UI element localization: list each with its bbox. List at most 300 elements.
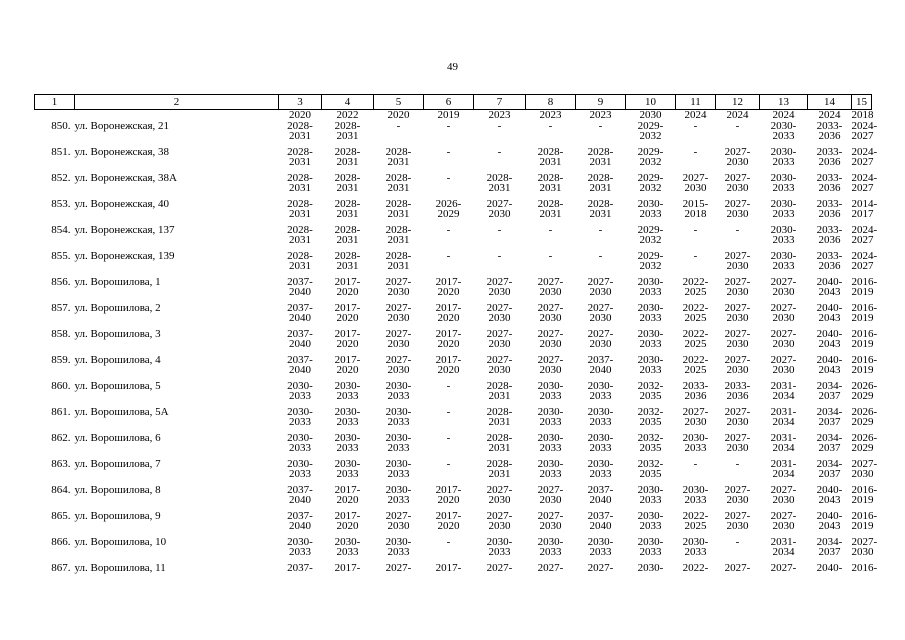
period-start: 2032-	[637, 406, 664, 418]
period-end: 2034	[772, 546, 795, 558]
period-start: 2030-	[334, 458, 361, 470]
period-cell	[760, 147, 808, 173]
period-start: 2022-	[682, 510, 709, 522]
period-end: 2033	[289, 546, 311, 558]
period-end: 2033	[387, 442, 410, 454]
continuation-cell: 2024	[726, 109, 749, 121]
period-start: -	[693, 146, 698, 158]
period-end: 2030	[488, 364, 511, 376]
period-cell	[322, 381, 374, 407]
period-cell	[626, 459, 676, 485]
period-start: 2027-	[537, 302, 564, 314]
period-cell	[808, 563, 852, 589]
period-cell	[851, 562, 878, 589]
period-start: 2030-	[682, 536, 709, 548]
period-start: 2031-	[770, 406, 797, 418]
period-cell	[676, 303, 716, 329]
period-start: 2040-	[816, 510, 843, 522]
period-cell	[851, 432, 878, 459]
row-number: 867.	[51, 562, 71, 574]
period-cell	[760, 381, 808, 407]
period-cell	[374, 459, 424, 485]
header-cell-9: 9	[576, 95, 626, 110]
period-cell	[279, 511, 322, 537]
period-cell	[676, 407, 716, 433]
period-cell	[760, 537, 808, 563]
period-start: 2037-	[287, 354, 313, 366]
period-cell	[474, 537, 526, 563]
continuation-cell: 2030	[639, 109, 662, 121]
period-end: 2030	[726, 416, 749, 428]
period-cell	[322, 511, 374, 537]
period-start: 2028-	[287, 172, 313, 184]
period-cell	[474, 277, 526, 303]
period-end: 2030	[772, 494, 795, 506]
period-cell	[526, 355, 576, 381]
header-cell-8: 8	[526, 95, 576, 110]
period-start: 2040-	[816, 354, 843, 366]
period-cell	[279, 303, 322, 329]
period-end: 2030	[539, 286, 562, 298]
period-end: 2031	[336, 182, 359, 194]
period-cell	[676, 433, 716, 459]
period-end: 2027	[851, 182, 874, 194]
period-end: 2033	[639, 338, 662, 350]
period-cell	[676, 381, 716, 407]
continuation-cell: 2024	[772, 109, 795, 121]
period-end: 2033	[539, 468, 562, 480]
period-end: 2031	[387, 208, 410, 220]
period-start: 2030-	[637, 276, 664, 288]
period-cell	[424, 173, 474, 199]
period-cell	[279, 563, 322, 589]
period-start: -	[598, 250, 603, 262]
period-cell	[526, 511, 576, 537]
period-start: 2028-	[486, 406, 513, 418]
period-start: 2027-	[770, 276, 797, 288]
header-cell-13: 13	[760, 95, 808, 110]
period-end: 2031	[336, 130, 359, 142]
period-start: 2028-	[287, 224, 313, 236]
period-end: 2035	[639, 442, 662, 454]
period-cell	[576, 459, 626, 485]
period-start: 2030-	[537, 432, 564, 444]
period-end: 2031	[336, 156, 359, 168]
period-start: 2027-	[851, 536, 878, 548]
period-end: 2030	[387, 364, 410, 376]
period-cell	[716, 381, 760, 407]
table-row	[35, 355, 872, 381]
period-end: 2032	[639, 156, 662, 168]
period-start: 2027-	[537, 562, 564, 574]
period-start: 2030-	[287, 380, 313, 392]
period-cell	[626, 121, 676, 147]
period-start: 2037-	[287, 484, 313, 496]
period-start: 2022-	[682, 302, 709, 314]
period-start: 2027-	[587, 328, 614, 340]
period-cell	[374, 433, 424, 459]
period-cell	[424, 303, 474, 329]
address-cell: ул. Ворошилова, 5	[74, 380, 161, 392]
period-end: 2020	[336, 286, 359, 298]
period-cell	[374, 147, 424, 173]
period-cell	[322, 433, 374, 459]
period-start: 2027-	[770, 562, 797, 574]
period-cell	[851, 354, 878, 381]
period-end: 2030	[726, 494, 749, 506]
period-cell	[626, 407, 676, 433]
period-start: 2030-	[682, 484, 709, 496]
period-cell	[760, 277, 808, 303]
period-cell	[424, 563, 474, 589]
period-cell	[279, 537, 322, 563]
period-end: 2033	[639, 364, 662, 376]
period-start: 2027-	[537, 276, 564, 288]
period-cell	[424, 225, 474, 251]
period-end: 2031	[387, 234, 410, 246]
period-start: 2015-	[682, 198, 709, 210]
period-start: 2029-	[637, 224, 664, 236]
period-end: 2030	[726, 364, 749, 376]
period-end: 2043	[818, 520, 841, 532]
period-start: 2027-	[724, 432, 751, 444]
row-number: 850.	[51, 120, 71, 132]
period-cell	[760, 225, 808, 251]
period-end: 2030	[387, 520, 410, 532]
period-end: 2033	[589, 416, 612, 428]
period-cell	[716, 563, 760, 589]
period-start: 2030-	[385, 380, 412, 392]
period-cell	[851, 484, 878, 511]
row-number: 861.	[51, 406, 71, 418]
period-start: -	[497, 146, 502, 158]
continuation-cell: 2023	[589, 109, 612, 121]
period-start: 2027-	[724, 562, 751, 574]
period-cell	[716, 277, 760, 303]
period-cell	[576, 511, 626, 537]
period-end: 2031	[539, 182, 562, 194]
period-cell	[760, 563, 808, 589]
period-end: 2037	[818, 390, 841, 402]
period-start: 2017-	[435, 510, 462, 522]
period-cell	[424, 329, 474, 355]
period-end: 2033	[589, 390, 612, 402]
period-cell	[322, 121, 374, 147]
period-start: 2030-	[587, 406, 614, 418]
period-cell	[576, 485, 626, 511]
continuation-cell: 2020	[289, 109, 311, 121]
period-cell	[626, 563, 676, 589]
period-cell	[279, 329, 322, 355]
period-cell	[374, 121, 424, 147]
period-start: 2028-	[486, 380, 513, 392]
period-cell	[626, 355, 676, 381]
period-start: 2030-	[637, 328, 664, 340]
period-end: 2030	[726, 520, 749, 532]
period-start: 2040-	[816, 328, 843, 340]
period-cell	[676, 147, 716, 173]
period-cell	[808, 121, 852, 147]
period-cell	[808, 277, 852, 303]
period-end: 2033	[539, 546, 562, 558]
period-start: -	[548, 224, 553, 236]
period-end: 2027	[851, 234, 874, 246]
period-start: 2031-	[770, 432, 797, 444]
period-end: 2030	[772, 338, 795, 350]
period-cell	[808, 407, 852, 433]
period-end: 2020	[437, 520, 460, 532]
period-start: 2028-	[334, 198, 361, 210]
period-start: 2027-	[770, 510, 797, 522]
period-end: 2031	[387, 182, 410, 194]
table-row	[35, 433, 872, 459]
period-cell	[676, 199, 716, 225]
period-start: 2030-	[587, 432, 614, 444]
period-start: 2040-	[816, 562, 843, 574]
period-start: 2027-	[486, 328, 513, 340]
period-start: 2030-	[486, 536, 513, 548]
period-end: 2036	[818, 234, 841, 246]
period-start: 2027-	[724, 172, 751, 184]
period-end: 2037	[818, 442, 841, 454]
period-end: 2030	[684, 182, 707, 194]
continuation-cell: 2019	[437, 109, 460, 121]
period-end: 2033	[539, 416, 562, 428]
period-start: 2028-	[587, 146, 614, 158]
address-cell: ул. Ворошилова, 3	[74, 328, 161, 340]
period-end: 2018	[684, 208, 707, 220]
period-cell	[279, 173, 322, 199]
period-cell	[526, 199, 576, 225]
period-cell	[279, 381, 322, 407]
period-cell	[851, 510, 878, 537]
period-end: 2034	[772, 390, 795, 402]
period-cell	[626, 277, 676, 303]
period-start: 2017-	[334, 562, 361, 574]
period-cell	[626, 303, 676, 329]
period-cell	[760, 433, 808, 459]
period-end: 2031	[336, 260, 359, 272]
period-cell	[374, 251, 424, 277]
period-start: 2033-	[816, 172, 843, 184]
period-cell	[576, 225, 626, 251]
period-start: 2027-	[724, 302, 751, 314]
period-cell	[808, 303, 852, 329]
period-cell	[676, 173, 716, 199]
period-end: 2020	[437, 286, 460, 298]
period-start: 2029-	[637, 120, 664, 132]
period-start: 2030-	[770, 172, 797, 184]
period-start: 2028-	[334, 146, 361, 158]
period-cell	[808, 355, 852, 381]
period-end: 2043	[818, 364, 841, 376]
period-cell	[576, 277, 626, 303]
period-start: 2027-	[770, 484, 797, 496]
row-number: 857.	[51, 302, 71, 314]
period-cell	[716, 459, 760, 485]
period-end: 2030	[851, 546, 874, 558]
period-start: 2028-	[587, 198, 614, 210]
period-start: 2030-	[287, 458, 313, 470]
period-start: 2028-	[486, 432, 513, 444]
period-cell	[716, 537, 760, 563]
period-end: 2019	[851, 338, 874, 350]
period-cell	[716, 355, 760, 381]
period-cell	[374, 355, 424, 381]
period-start: 2027-	[587, 276, 614, 288]
period-start: 2030-	[537, 380, 564, 392]
period-start: -	[446, 458, 451, 470]
period-cell	[424, 199, 474, 225]
period-cell	[474, 433, 526, 459]
period-start: 2030-	[770, 198, 797, 210]
period-start: 2028-	[287, 146, 313, 158]
period-start: 2027-	[770, 328, 797, 340]
period-start: 2016-	[851, 510, 878, 522]
period-end: 2030	[589, 312, 612, 324]
header-cell-11: 11	[676, 95, 716, 110]
table-row	[35, 537, 872, 563]
period-end: 2030	[488, 494, 511, 506]
period-start: 2028-	[334, 224, 361, 236]
table-row	[35, 121, 872, 147]
period-cell	[322, 355, 374, 381]
period-start: 2037-	[587, 484, 614, 496]
table-row	[35, 329, 872, 355]
period-start: 2030-	[637, 354, 664, 366]
period-start: 2040-	[816, 484, 843, 496]
period-start: 2037-	[287, 276, 313, 288]
period-cell	[526, 329, 576, 355]
period-end: 2031	[539, 156, 562, 168]
period-end: 2033	[336, 416, 359, 428]
period-cell	[474, 225, 526, 251]
row-number: 866.	[51, 536, 71, 548]
period-end: 2029	[851, 416, 874, 428]
period-end: 2030	[772, 520, 795, 532]
table-body	[35, 109, 878, 590]
row-number: 863.	[51, 458, 71, 470]
period-cell	[424, 277, 474, 303]
period-end: 2040	[289, 520, 311, 532]
period-end: 2029	[851, 390, 874, 402]
period-cell	[424, 537, 474, 563]
period-cell	[576, 537, 626, 563]
period-cell	[474, 511, 526, 537]
period-start: 2030-	[637, 302, 664, 314]
period-start: -	[598, 120, 603, 132]
period-end: 2040	[589, 520, 612, 532]
period-end: 2036	[818, 156, 841, 168]
period-cell	[851, 276, 878, 303]
period-cell	[424, 407, 474, 433]
period-cell	[374, 329, 424, 355]
period-cell	[716, 173, 760, 199]
period-cell	[626, 485, 676, 511]
period-start: 2030-	[637, 198, 664, 210]
address-cell: ул. Ворошилова, 4	[74, 354, 161, 366]
period-cell	[474, 485, 526, 511]
period-start: 2017-	[334, 302, 361, 314]
period-start: 2030-	[637, 562, 664, 574]
period-start: 2027-	[587, 302, 614, 314]
period-cell	[808, 433, 852, 459]
period-end: 2036	[818, 182, 841, 194]
period-start: 2027-	[486, 562, 513, 574]
address-cell: ул. Ворошилова, 10	[74, 536, 167, 548]
period-start: 2017-	[435, 328, 462, 340]
period-end: 2025	[684, 338, 707, 350]
period-cell	[626, 173, 676, 199]
period-cell	[526, 485, 576, 511]
period-end: 2033	[289, 416, 311, 428]
period-end: 2033	[772, 260, 795, 272]
period-cell	[676, 485, 716, 511]
period-cell	[322, 277, 374, 303]
period-start: 2030-	[334, 380, 361, 392]
period-cell	[474, 329, 526, 355]
period-start: 2027-	[770, 302, 797, 314]
period-start: 2030-	[770, 250, 797, 262]
period-cell	[279, 459, 322, 485]
period-cell	[526, 381, 576, 407]
period-start: 2028-	[486, 172, 513, 184]
period-end: 2019	[851, 494, 874, 506]
period-end: 2030	[589, 338, 612, 350]
period-end: 2034	[772, 416, 795, 428]
address-cell: ул. Воронежская, 21	[74, 120, 170, 132]
period-end: 2025	[684, 286, 707, 298]
period-cell	[474, 407, 526, 433]
period-end: 2031	[589, 156, 612, 168]
period-cell	[526, 147, 576, 173]
period-cell	[716, 199, 760, 225]
period-cell	[279, 355, 322, 381]
header-cell-1: 1	[35, 95, 75, 110]
period-start: 2030-	[287, 406, 313, 418]
period-start: 2028-	[287, 250, 313, 262]
period-end: 2027	[851, 260, 874, 272]
period-end: 2029	[437, 208, 460, 220]
period-end: 2020	[336, 364, 359, 376]
period-cell	[279, 407, 322, 433]
period-start: 2024-	[851, 224, 878, 236]
period-cell	[279, 199, 322, 225]
period-end: 2020	[336, 494, 359, 506]
period-start: 2031-	[770, 458, 797, 470]
period-cell	[474, 173, 526, 199]
period-end: 2032	[639, 260, 662, 272]
period-start: 2027-	[724, 510, 751, 522]
period-end: 2030	[726, 312, 749, 324]
address-cell: ул. Воронежская, 40	[74, 198, 170, 210]
period-cell	[424, 459, 474, 485]
period-cell	[322, 407, 374, 433]
period-cell	[424, 147, 474, 173]
period-cell	[474, 355, 526, 381]
period-cell	[676, 225, 716, 251]
row-number: 859.	[51, 354, 71, 366]
period-start: 2027-	[385, 302, 412, 314]
period-end: 2033	[336, 546, 359, 558]
period-cell	[716, 303, 760, 329]
period-start: 2028-	[287, 120, 313, 132]
period-end: 2030	[488, 338, 511, 350]
period-start: 2030-	[537, 406, 564, 418]
period-end: 2033	[639, 208, 662, 220]
period-end: 2019	[851, 286, 874, 298]
period-start: 2027-	[385, 510, 412, 522]
